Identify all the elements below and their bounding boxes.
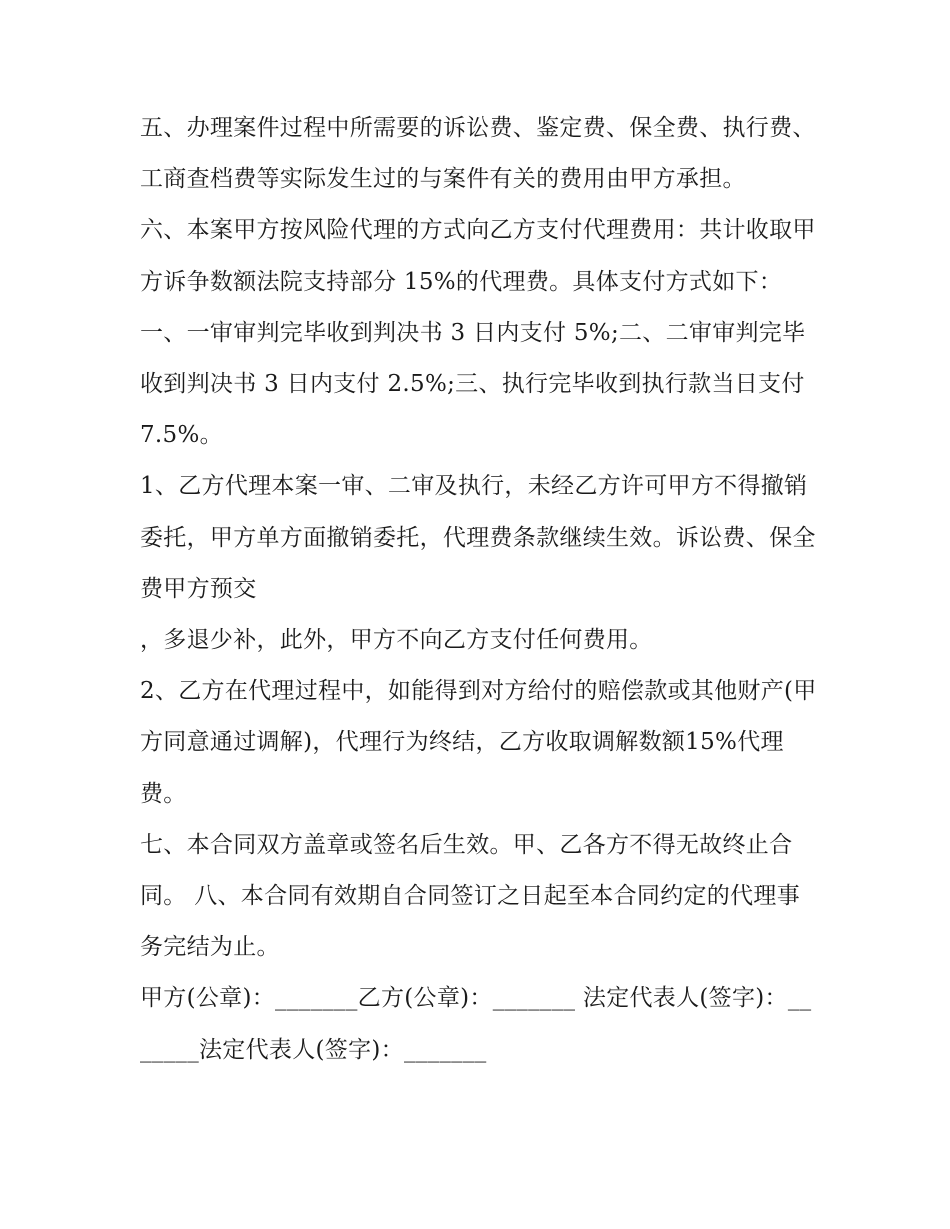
clause-5-fees: 五、办理案件过程中所需要的诉讼费、鉴定费、保全费、执行费、工商查档费等实际发生过的与案件有关的费用由甲方承担。 bbox=[140, 115, 816, 193]
clause-7-8-effectiveness: 七、本合同双方盖章或签名后生效。甲、乙各方不得无故终止合同。 八、本合同有效期自合同签订之日起至本合同约定的代理事务完结为止。 bbox=[140, 831, 801, 961]
clause-6-item-1: 1、乙方代理本案一审、二审及执行，未经乙方许可甲方不得撤销委托，甲方单方面撤销委托，代理费条款继续生效。诉讼费、保全费甲方预交 bbox=[140, 473, 816, 602]
signature-block: 甲方(公章)：_______乙方(公章)：_______ 法定代表人(签字)：_______法定代表人(签字)：_______ bbox=[140, 985, 812, 1063]
document-body bbox=[140, 103, 820, 1076]
clause-6-item-2: 2、乙方在代理过程中，如能得到对方给付的赔偿款或其他财产(甲方同意通过调解)，代理行为终结，乙方收取调解数额15%代理费。 bbox=[140, 678, 817, 807]
clause-6-item-1-continued: ，多退少补，此外，甲方不向乙方支付任何费用。 bbox=[140, 627, 653, 654]
clause-6-agency-fee: 六、本案甲方按风险代理的方式向乙方支付代理费用：共计收取甲方诉争数额法院支持部分 15%的代理费。具体支付方式如下：一、一审审判完毕收到判决书 3 日内支付 5%;二、二审审判完毕收到判决书 3 日内支付 2.5%;三、执行完毕收到执行款当日支付 7.5%。 bbox=[140, 217, 816, 449]
